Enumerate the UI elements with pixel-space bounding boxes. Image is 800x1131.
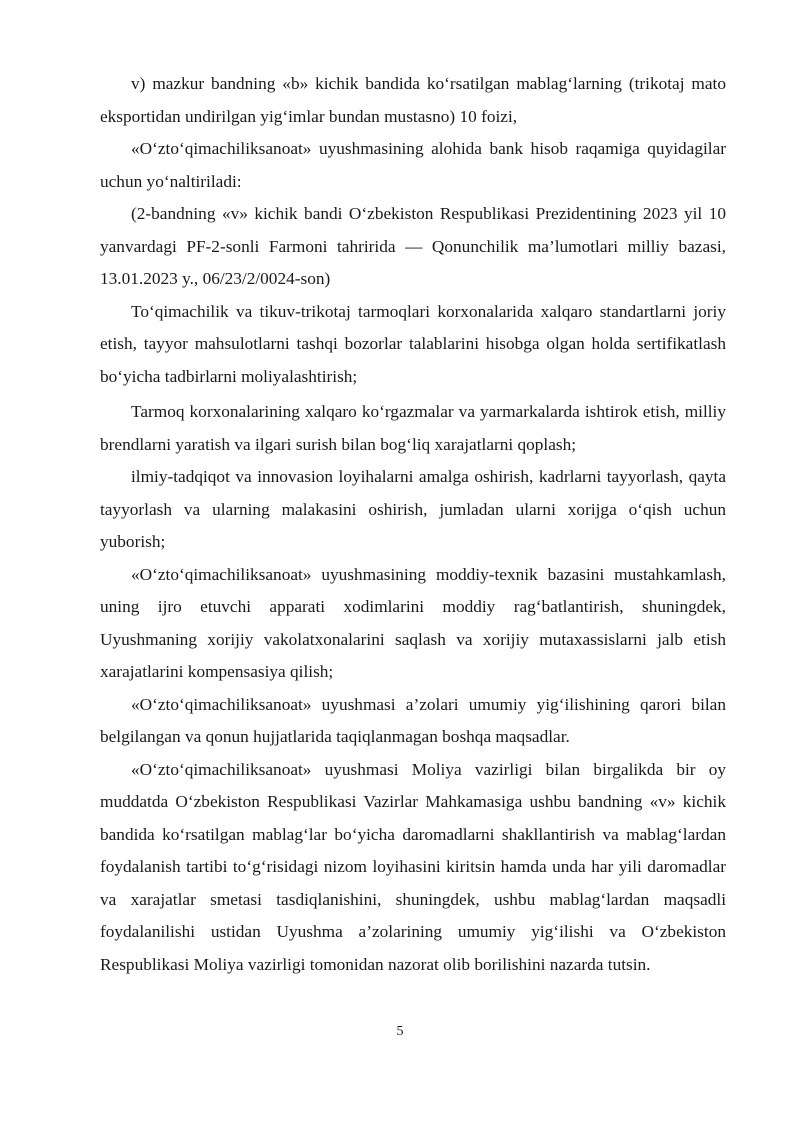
paragraph-exhibitions-brands: Tarmoq korxonalarining xalqaro ko‘rgazmalar va yarmarkalarda ishtirok etish, milliy brendlarni yaratish va ilgari surish bilan bog‘liq xarajatlarni qoplash; [100,402,726,454]
paragraph-account-purposes: «O‘zto‘qimachiliksanoat» uyushmasining alohida bank hisob raqamiga quyidagilar uchun yo‘naltiriladi: [100,139,726,191]
paragraph-item-v: v) mazkur bandning «b» kichik bandida ko‘rsatilgan mablag‘larning (trikotaj mato eksportidan undirilgan yig‘imlar bundan mustasno) 10 foizi, [100,74,726,126]
paragraph-other-purposes: «O‘zto‘qimachiliksanoat» uyushmasi a’zolari umumiy yig‘ilishining qarori bilan belgilangan va qonun hujjatlarida taqiqlanmagan boshqa maqsadlar. [100,694,726,746]
paragraph-standards-certification: To‘qimachilik va tikuv-trikotaj tarmoqlari korxonalarida xalqaro standartlarni joriy etish, tayyor mahsulotlarni tashqi bozorlar talablarini hisobga olgan holda sertifikatlash bo‘yicha tadbirlarni moliyalashtirish; [100,301,726,386]
page-number: 5 [396,1024,404,1039]
paragraph-regulation-draft: «O‘zto‘qimachiliksanoat» uyushmasi Moliya vazirligi bilan birgalikda bir oy muddatda O‘zbekiston Respublikasi Vazirlar Mahkamasiga ushbu bandning «v» kichik bandida ko‘rsatilgan mablag‘lar bo‘yicha daromadlarni shakllantirish va mablag‘lardan foydalanish tartibi to‘g‘risidagi nizom loyihasini kiritsin hamda unda har yili daromadlar va xarajatlar smetasi tasdiqlanishini, shuningdek, ushbu mablag‘lardan maqsadli foydalanilishi ustidan Uyushma a’zolarining umumiy yig‘ilishi va O‘zbekiston Respublikasi Moliya vazirligi tomonidan nazorat olib borilishini nazarda tutsin. [100,759,726,974]
document-body [100,68,726,981]
paragraph-research-training: ilmiy-tadqiqot va innovasion loyihalarni amalga oshirish, kadrlarni tayyorlash, qayta tayyorlash va ularning malakasini oshirish, jumladan ularni xorijga o‘qish uchun yuborish; [100,467,726,551]
paragraph-amendment-note: (2-bandning «v» kichik bandi O‘zbekiston Respublikasi Prezidentining 2023 yil 10 yanvardagi PF-2-sonli Farmoni tahririda — Qonunchilik ma’lumotlari milliy bazasi, 13.01.2023 y., 06/23/2/0024-son) [100,204,726,288]
paragraph-material-base: «O‘zto‘qimachiliksanoat» uyushmasining moddiy-texnik bazasini mustahkamlash, uning ijro etuvchi apparati xodimlarini moddiy rag‘batlantirish, shuningdek, Uyushmaning xorijiy vakolatxonalarini saqlash va xorijiy mutaxassislarni jalb etish xarajatlarini kompensasiya qilish; [100,564,726,681]
